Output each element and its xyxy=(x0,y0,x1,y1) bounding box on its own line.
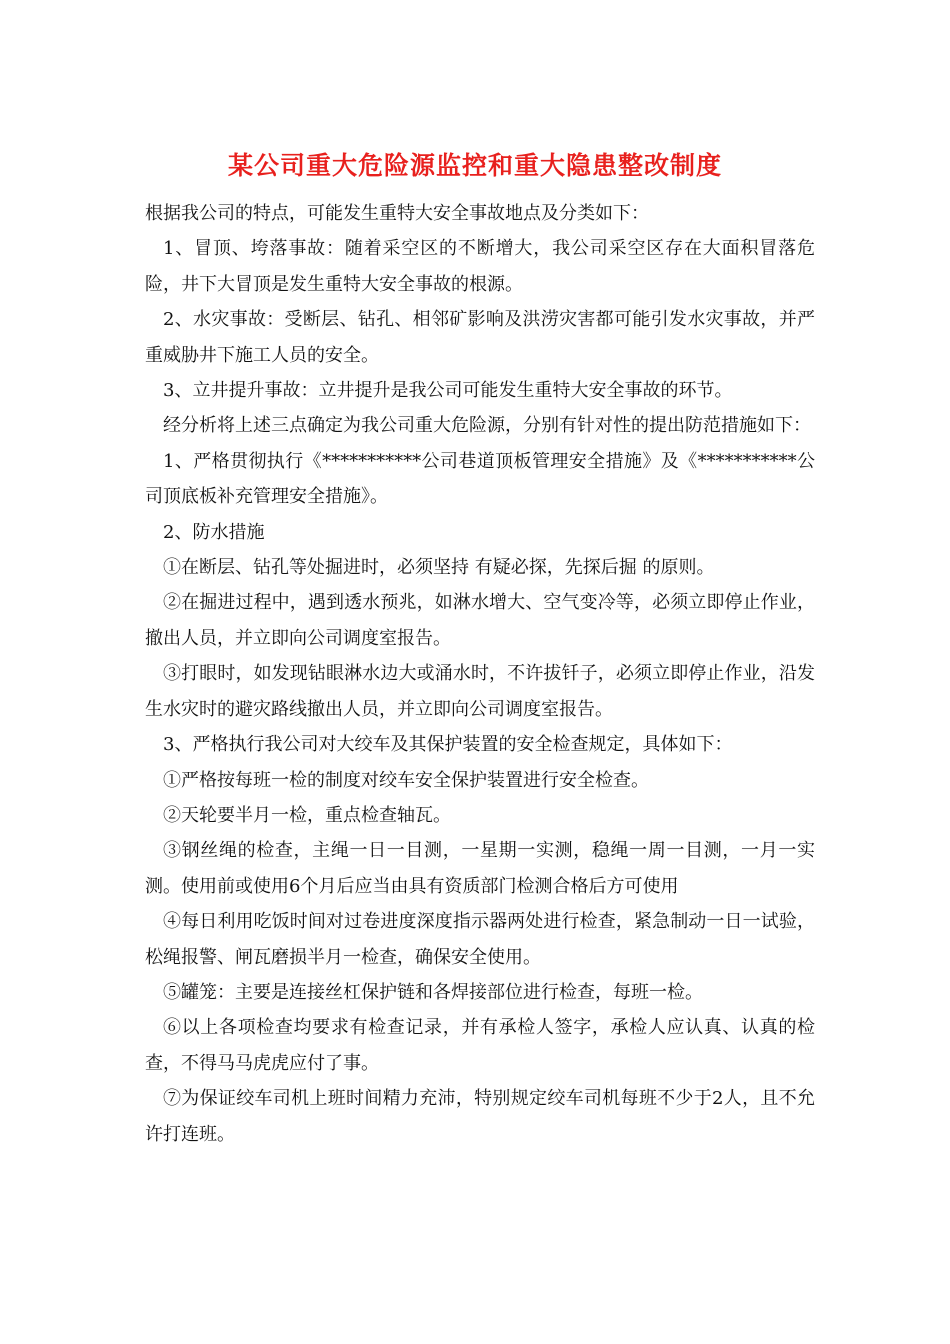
winch-item-7: ⑦为保证绞车司机上班时间精力充沛，特别规定绞车司机每班不少于2人，且不允许打连班。 xyxy=(145,1088,815,1145)
intro-paragraph: 根据我公司的特点，可能发生重特大安全事故地点及分类如下： xyxy=(145,203,649,224)
winch-item-3: ③钢丝绳的检查，主绳一日一目测，一星期一实测，稳绳一周一目测，一月一实测。使用前或使用6个月后应当由具有资质部门检测合格后方可使用 xyxy=(145,840,815,897)
winch-item-1: ①严格按每班一检的制度对绞车安全保护装置进行安全检查。 xyxy=(163,769,649,791)
measure-roof-paragraph: 1、严格贯彻执行《***********公司巷道顶板管理安全措施》及《***********公司顶底板补充管理安全措施》。 xyxy=(145,450,815,508)
measure-water-heading: 2、防水措施 xyxy=(163,521,265,543)
water-item-2: ②在掘进过程中，遇到透水预兆，如淋水增大、空气变冷等，必须立即停止作业，撤出人员，并立即向公司调度室报告。 xyxy=(145,592,815,649)
document-title: 某公司重大危险源监控和重大隐患整改制度 xyxy=(227,151,722,180)
winch-item-2: ②天轮要半月一检，重点检查轴瓦。 xyxy=(163,804,451,826)
measure-winch-heading: 3、严格执行我公司对大绞车及其保护装置的安全检查规定，具体如下： xyxy=(163,734,733,756)
winch-item-4: ④每日利用吃饭时间对过卷进度深度指示器两处进行检查，紧急制动一日一试验，松绳报警、闸瓦磨损半月一检查，确保安全使用。 xyxy=(145,911,815,968)
winch-item-5: ⑤罐笼：主要是连接丝杠保护链和各焊接部位进行检查，每班一检。 xyxy=(163,981,703,1003)
water-item-1: ①在断层、钻孔等处掘进时，必须坚持 有疑必探，先探后掘 的原则。 xyxy=(163,557,715,579)
hazard-roof-collapse-paragraph: 1、冒顶、垮落事故：随着采空区的不断增大，我公司采空区存在大面积冒落危险，井下大冒顶是发生重特大安全事故的根源。 xyxy=(145,238,815,295)
document-body xyxy=(145,196,815,1152)
hazard-shaft-hoisting-paragraph: 3、立井提升事故：立井提升是我公司可能发生重特大安全事故的环节。 xyxy=(163,380,733,402)
water-item-3: ③打眼时，如发现钻眼淋水边大或涌水时，不许拔钎子，必须立即停止作业，沿发生水灾时的避灾路线撤出人员，并立即向公司调度室报告。 xyxy=(145,663,815,720)
winch-item-6: ⑥以上各项检查均要求有检查记录，并有承检人签字，承检人应认真、认真的检查，不得马马虎虎应付了事。 xyxy=(145,1017,815,1074)
hazard-flood-paragraph: 2、水灾事故：受断层、钻孔、相邻矿影响及洪涝灾害都可能引发水灾事故，并严重威胁井下施工人员的安全。 xyxy=(145,309,815,366)
analysis-paragraph: 经分析将上述三点确定为我公司重大危险源，分别有针对性的提出防范措施如下： xyxy=(163,415,811,437)
